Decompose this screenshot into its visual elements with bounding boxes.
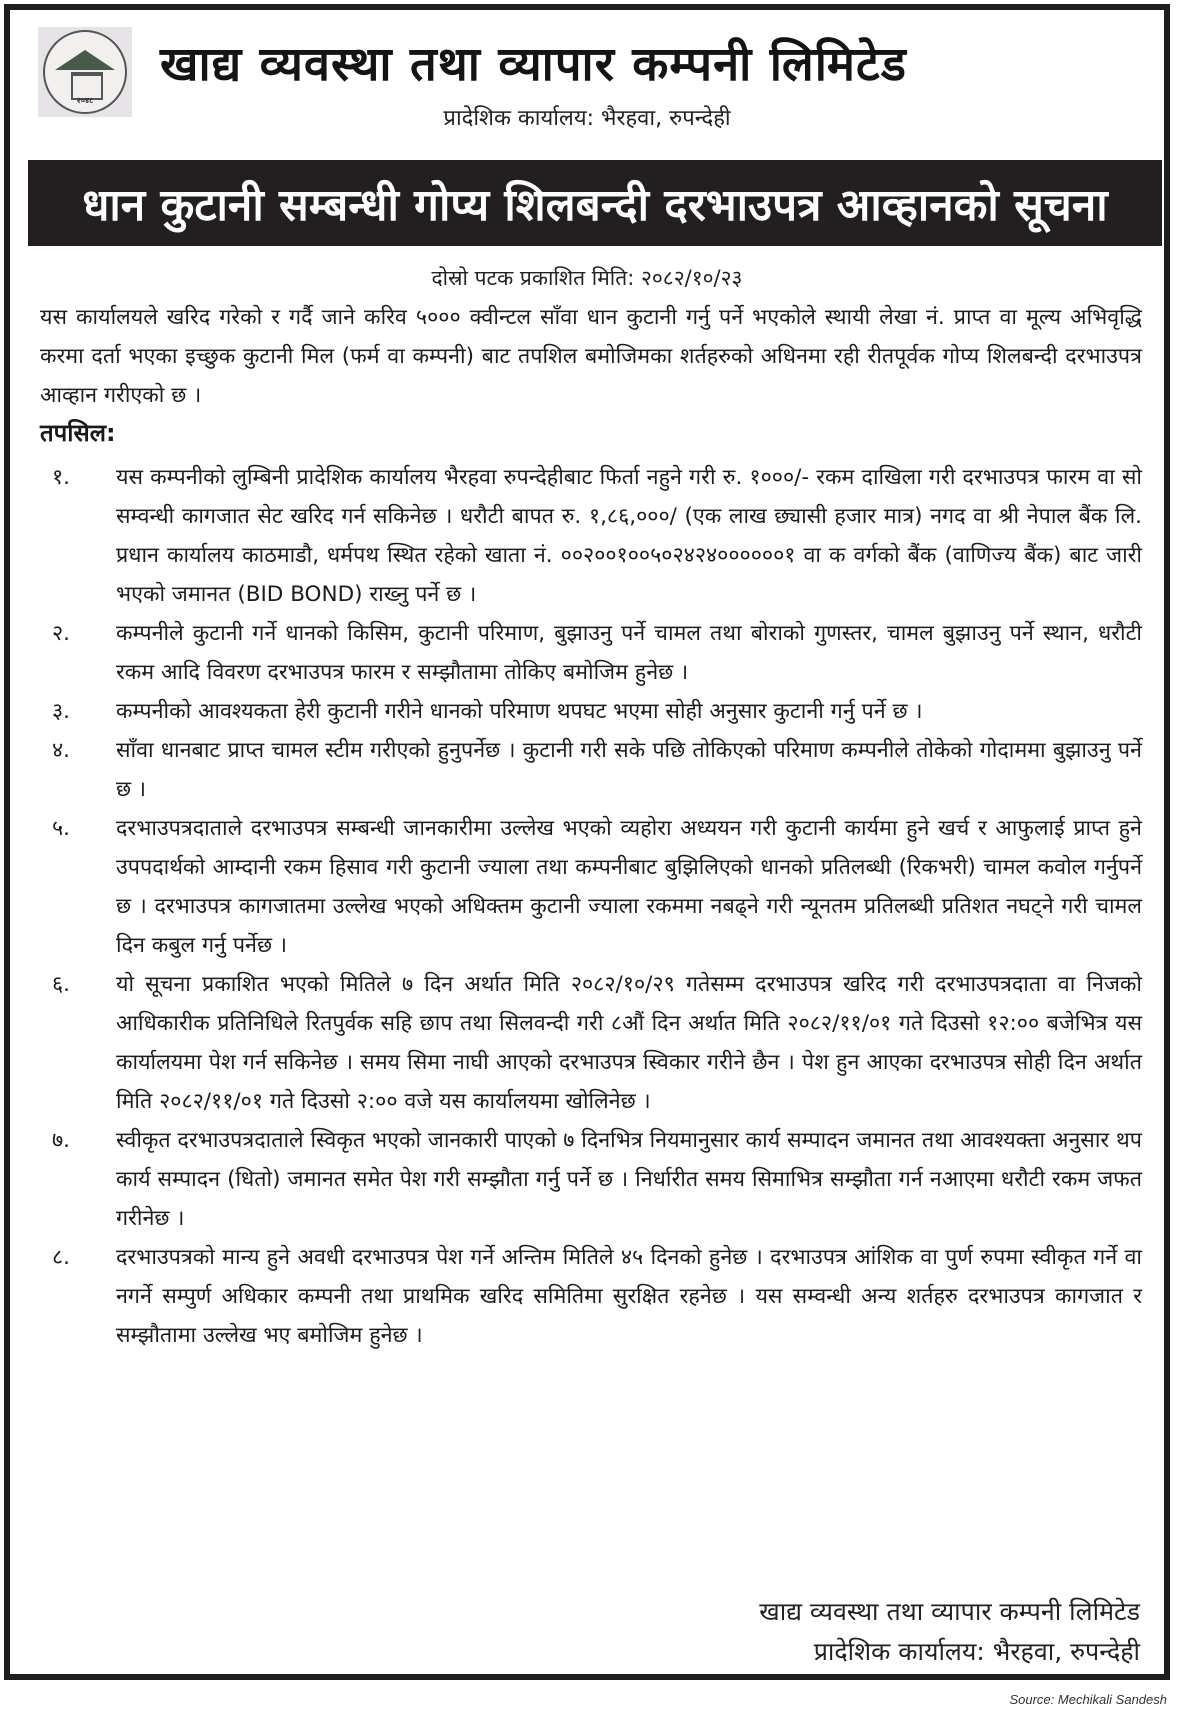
notice-frame xyxy=(4,4,1170,1680)
term-text: दरभाउपत्रको मान्य हुने अवधी दरभाउपत्र पेश गर्ने अन्तिम मितिले ४५ दिनको हुनेछ । दरभाउपत्र आंशिक वा पुर्ण रुपमा स्वीकृत गर्ने वा नगर्ने सम्पुर्ण अधिकार कम्पनी तथा प्राथमिक खरिद समितिमा सुरक्षित रहनेछ । यस सम्वन्धी अन्य शर्तहरु दरभाउपत्र कागजात र सम्झौतामा उल्लेख भए बमोजिम हुनेछ । xyxy=(116,1245,1142,1348)
term-text: कम्पनीको आवश्यकता हेरी कुटानी गरीने धानको परिमाण थपघट भएमा सोही अनुसार कुटानी गर्नु पर्ने छ । xyxy=(116,699,923,724)
term-number: २. xyxy=(52,621,71,646)
signature-office: प्रादेशिक कार्यालय: भैरहवा, रुपन्देही xyxy=(813,1637,1140,1666)
term-text: कम्पनीले कुटानी गर्ने धानको किसिम, कुटानी परिमाण, बुझाउनु पर्ने चामल तथा बोराको गुणस्तर, चामल बुझाउनु पर्ने स्थान, धरौटी रकम आदि विवरण दरभाउपत्र फारम र सम्झौतामा तोकिए बमोजिम हुनेछ । xyxy=(116,621,1142,685)
notice-header xyxy=(10,10,1164,135)
details-heading: तपसिल: xyxy=(40,419,116,447)
term-number: ७. xyxy=(52,1128,71,1153)
term-item xyxy=(40,692,1142,731)
terms-list xyxy=(40,458,1142,1355)
mountain-icon xyxy=(55,50,115,70)
term-item xyxy=(40,731,1142,809)
logo-year: २०४८ xyxy=(76,96,94,105)
term-number: ३. xyxy=(52,699,71,724)
term-number: ४. xyxy=(52,738,71,763)
term-text: दरभाउपत्रदाताले दरभाउपत्र सम्बन्धी जानकारीमा उल्लेख भएको व्यहोरा अध्ययन गरी कुटानी कार्यमा हुने खर्च र आफुलाई प्राप्त हुने उपपदार्थको आम्दानी रकम हिसाव गरी कुटानी ज्याला तथा कम्पनीबाट बुझिलिएको धानको प्रतिलब्धी (रिकभरी) चामल कवोल गर्नुपर्ने छ । दरभाउपत्र कागजातमा उल्लेख भएको अधिक्तम कुटानी ज्याला रकममा नबढ्ने गरी न्यूनतम प्रतिलब्धी प्रतिशत नघट्ने गरी चामल दिन कबुल गर्नु पर्नेछ । xyxy=(116,816,1142,958)
office-location: प्रादेशिक कार्यालय: भैरहवा, रुपन्देही xyxy=(443,106,731,131)
term-item xyxy=(40,965,1142,1121)
term-number: ८. xyxy=(52,1245,71,1270)
publication-date: दोस्रो पटक प्रकाशित मिति: २०८२/१०/२३ xyxy=(431,266,743,290)
term-text: यो सूचना प्रकाशित भएको मितिले ७ दिन अर्थात मिति २०८२/१०/२९ गतेसम्म दरभाउपत्र खरिद गरी दरभाउपत्रदाता वा निजको आधिकारीक प्रतिनिधिले रितपुर्वक सहि छाप तथा सिलवन्दी गरी ८औं दिन अर्थात मिति २०८२/११/०१ गते दिउसो १२:०० बजेभित्र यस कार्यालयमा पेश गर्न सकिनेछ । समय सिमा नाघी आएको दरभाउपत्र स्विकार गरीने छैन । पेश हुन आएका दरभाउपत्र सोही दिन अर्थात मिति २०८२/११/०१ गते दिउसो २:०० वजे यस कार्यालयमा खोलिनेछ । xyxy=(116,972,1142,1114)
source-credit: Source: Mechikali Sandesh xyxy=(1009,1692,1167,1707)
term-item xyxy=(40,1238,1142,1355)
signature-company: खाद्य व्यवस्था तथा व्यापार कम्पनी लिमिटेड xyxy=(759,1597,1140,1626)
term-text: स्वीकृत दरभाउपत्रदाताले स्विकृत भएको जानकारी पाएको ७ दिनभित्र नियमानुसार कार्य सम्पादन जमानत तथा आवश्यक्ता अनुसार थप कार्य सम्पादन (धितो) जमानत समेत पेश गरी सम्झौता गर्नु पर्ने छ । निर्धारीत समय सिमाभित्र सम्झौता गर्न नआएमा धरौटी रकम जफत गरीनेछ । xyxy=(116,1128,1142,1231)
term-text: साँवा धानबाट प्राप्त चामल स्टीम गरीएको हुनुपर्नेछ । कुटानी गरी सके पछि तोकिएको परिमाण कम्पनीले तोकेको गोदाममा बुझाउनु पर्ने छ । xyxy=(116,738,1142,802)
term-text: यस कम्पनीको लुम्बिनी प्रादेशिक कार्यालय भैरहवा रुपन्देहीबाट फिर्ता नहुने गरी रु. १०००/- रकम दाखिला गरी दरभाउपत्र फारम वा सो सम्वन्धी कागजात सेट खरिद गर्न सकिनेछ । धरौटी बापत रु. १,८६,०००/ (एक लाख छ्यासी हजार मात्र) नगद वा श्री नेपाल बैंक लि. प्रधान कार्यालय काठमाडौ, धर्मपथ स्थित रहेको खाता नं. ००२००१००५०२४२४००००००१ वा क वर्गको बैंक (वाणिज्य बैंक) बाट जारी भएको जमानत (BID BOND) राख्नु पर्ने छ । xyxy=(116,465,1142,607)
term-item xyxy=(40,809,1142,965)
term-number: ६. xyxy=(52,972,71,997)
term-item xyxy=(40,458,1142,614)
term-item xyxy=(40,1121,1142,1238)
term-number: ५. xyxy=(52,816,71,841)
notice-title-banner xyxy=(28,160,1162,246)
notice-title: धान कुटानी सम्बन्धी गोप्य शिलबन्दी दरभाउपत्र आव्हानको सूचना xyxy=(82,180,1108,231)
company-name: खाद्य व्यवस्था तथा व्यापार कम्पनी लिमिटेड xyxy=(160,37,907,92)
term-number: १. xyxy=(52,465,71,490)
intro-paragraph: यस कार्यालयले खरिद गरेको र गर्दै जाने करिव ५००० क्वीन्टल साँवा धान कुटानी गर्नु पर्ने भएकोले स्थायी लेखा नं. प्राप्त वा मूल्य अभिवृद्धि करमा दर्ता भएका इच्छुक कुटानी मिल (फर्म वा कम्पनी) बाट तपशिल बमोजिमका शर्तहरुको अधिनमा रही रीतपूर्वक गोप्य शिलबन्दी दरभाउपत्र आव्हान गरीएको छ । xyxy=(40,305,1142,408)
term-item xyxy=(40,614,1142,692)
signature-block xyxy=(759,1592,1140,1672)
